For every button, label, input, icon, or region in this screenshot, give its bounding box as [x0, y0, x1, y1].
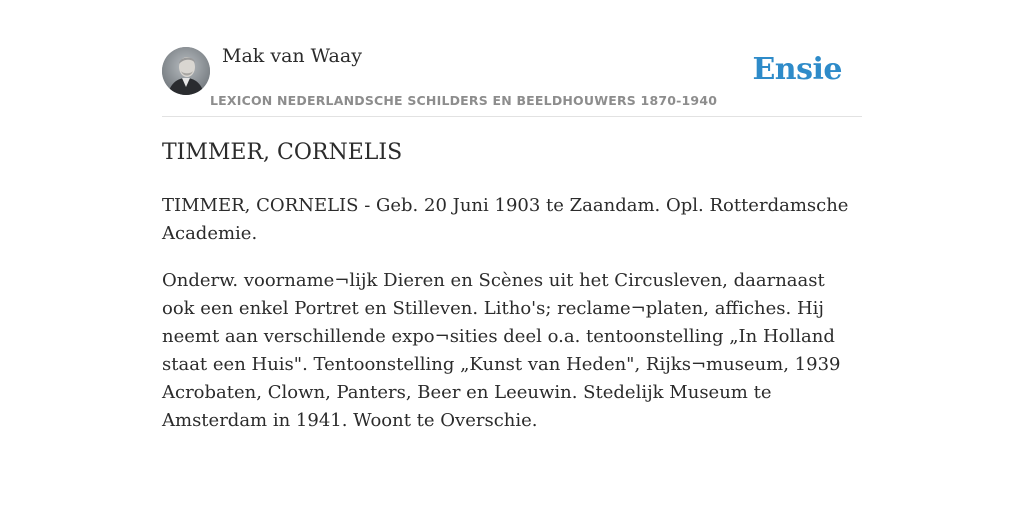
header: [162, 0, 862, 117]
author-avatar[interactable]: [162, 47, 210, 95]
article-paragraph: TIMMER, CORNELIS - Geb. 20 Juni 1903 te Zaandam. Opl. Rotterdamsche Academie.: [162, 195, 849, 244]
author-name[interactable]: Mak van Waay: [222, 45, 362, 67]
portrait-photo-icon: [162, 47, 210, 95]
page-container: [162, 0, 862, 431]
lexicon-subtitle[interactable]: LEXICON NEDERLANDSCHE SCHILDERS EN BEELDHOUWERS 1870-1940: [210, 93, 718, 108]
page-title: TIMMER, CORNELIS: [162, 140, 403, 165]
ensie-logo[interactable]: Ensie: [752, 52, 842, 87]
article-body: [162, 192, 862, 454]
article-paragraph: Onderw. voorname¬lijk Dieren en Scènes uit het Circusleven, daarnaast ook een enkel Portret en Stilleven. Litho's; reclame¬platen, affiches. Hij neemt aan verschillende expo¬sities deel o.a. tentoonstelling „In Holland staat een Huis". Tentoonstelling „Kunst van Heden", Rijks¬museum, 1939 Acrobaten, Clown, Panters, Beer en Leeuwin. Stedelijk Museum te Amsterdam in 1941. Woont te Overschie.: [162, 270, 841, 431]
